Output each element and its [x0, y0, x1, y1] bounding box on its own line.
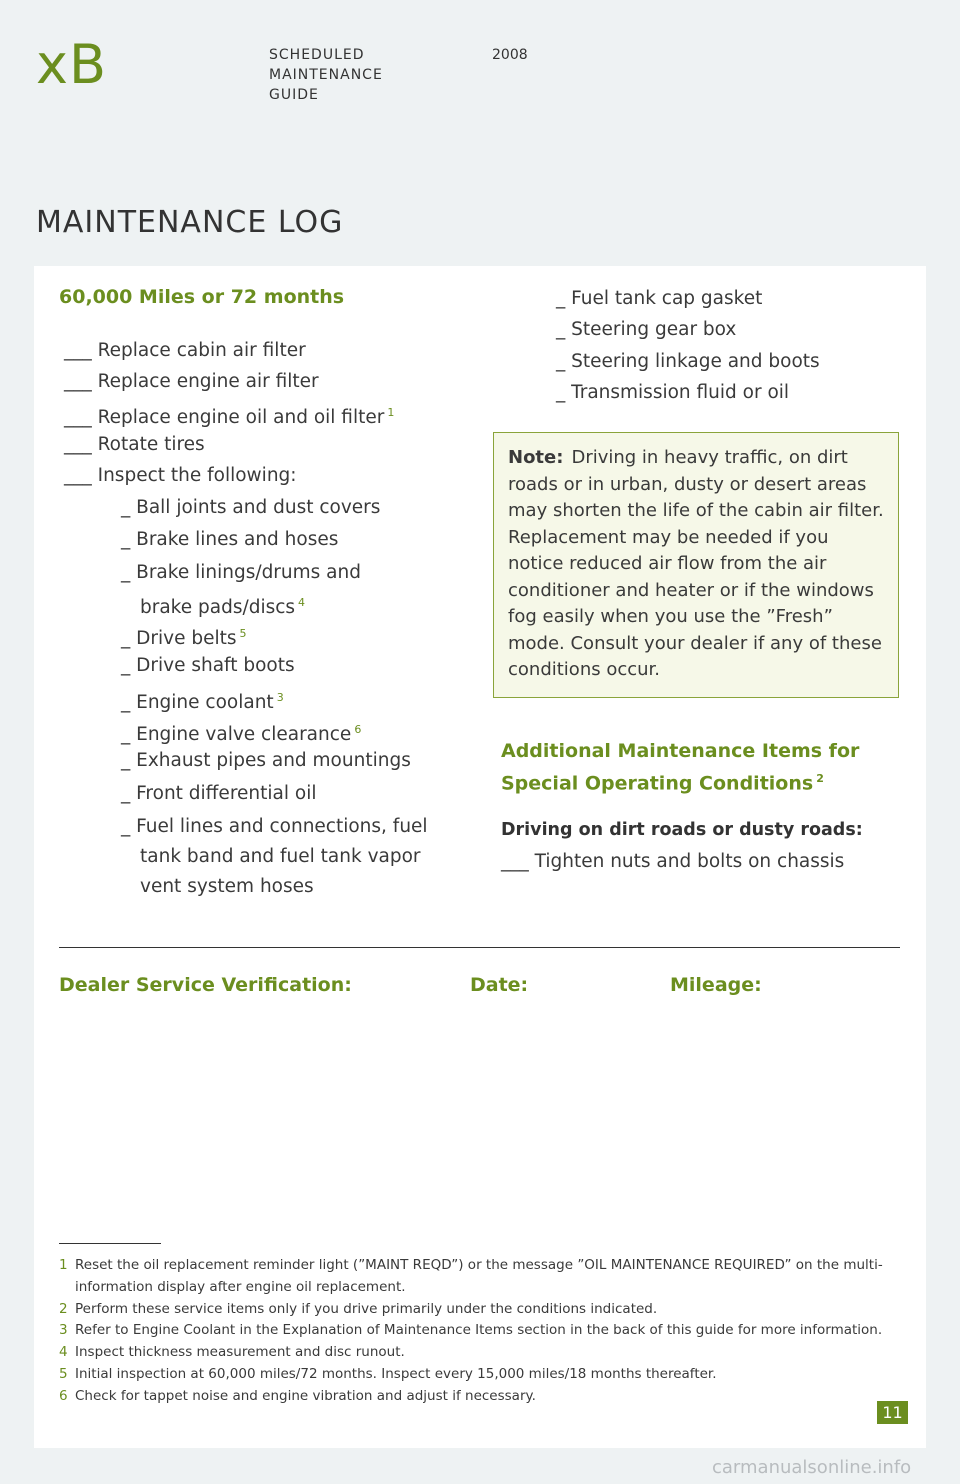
footnote-text: Refer to Engine Coolant in the Explanation of Maintenance Items section in the back of this guide for more information. — [75, 1322, 883, 1339]
page-title: MAINTENANCE LOG — [36, 205, 344, 240]
inspect-item: _ Drive belts $^5$ — [121, 627, 247, 650]
inspect-item: _ Engine valve clearance $^6$ — [121, 723, 362, 746]
inspect-item: _ Transmission fluid or oil — [556, 382, 790, 403]
inspect-item: _ Fuel tank cap gasket — [556, 288, 763, 309]
note-text: Driving in heavy traffic, on dirt roads or in urban, dusty or desert areas may shorten the life of the cabin air filter. Replacement may be needed if you notice reduced air flow from the air conditioner and heater or if the windows fog easily when you use the ”Fresh” mode. Consult your dealer if any of these conditions occur. — [508, 447, 884, 680]
inspect-item: _ Front differential oil — [121, 783, 317, 804]
dealer-verification-label: Dealer Service Verification: — [59, 974, 352, 996]
inspect-item-continued: brake pads/discs $^4$ — [140, 596, 306, 619]
footnote-text: Initial inspection at 60,000 miles/72 months. Inspect every 15,000 miles/18 months thereafter. — [75, 1365, 717, 1382]
footnote-ref: 4 — [298, 596, 306, 609]
inspect-item: _ Steering linkage and boots — [556, 351, 820, 372]
footnotes — [59, 1255, 889, 1408]
footnote-ref: 1 — [387, 406, 395, 419]
inspect-item: _ Brake linings/drums and — [121, 562, 361, 583]
footnote-text: Perform these service items only if you drive primarily under the conditions indicated. — [75, 1300, 658, 1317]
inspect-item-continued: vent system hoses — [140, 876, 314, 897]
checklist-item: ___ Replace cabin air filter — [64, 340, 306, 361]
footnote-ref: 5 — [239, 627, 247, 640]
footnote-divider — [59, 1243, 161, 1244]
inspect-item: _ Drive shaft boots — [121, 655, 295, 676]
section-title: 60,000 Miles or 72 months — [59, 286, 345, 308]
inspect-item: _ Steering gear box — [556, 319, 737, 340]
footnote-number: 6 — [59, 1387, 68, 1404]
footnote-number: 1 — [59, 1257, 68, 1273]
footnote-text: Inspect thickness measurement and disc runout. — [75, 1344, 405, 1361]
checklist-item: ___ Rotate tires — [64, 434, 205, 455]
mileage-label: Mileage: — [670, 974, 762, 996]
footnote-ref: 2 — [816, 772, 824, 785]
additional-title: Additional Maintenance Items for Special Operating Conditions $^2$ — [501, 740, 860, 795]
page-number: 11 — [877, 1401, 908, 1424]
footnote — [59, 1386, 889, 1408]
footnote — [59, 1255, 889, 1299]
footnote — [59, 1342, 889, 1364]
checklist-item: ___ Replace engine air filter — [64, 371, 319, 392]
footnote-number: 5 — [59, 1365, 68, 1382]
inspect-item-continued: tank band and fuel tank vapor — [140, 846, 421, 867]
dirt-roads-title: Driving on dirt roads or dusty roads: — [501, 820, 863, 840]
dirt-roads-item: ___ Tighten nuts and bolts on chassis — [501, 851, 845, 872]
footnote — [59, 1320, 889, 1342]
inspect-item: _ Ball joints and dust covers — [121, 497, 381, 518]
footnote-number: 2 — [59, 1300, 68, 1317]
inspect-item: _ Fuel lines and connections, fuel — [121, 816, 428, 837]
watermark: carmanualsonline.info — [712, 1457, 912, 1478]
footnote-text: Reset the oil replacement reminder light (”MAINT REQD”) or the message ”OIL MAINTENANCE REQUIRED” on the multi-information display after engine oil replacement. — [75, 1257, 883, 1295]
checklist-item: ___ Inspect the following: — [64, 465, 297, 486]
footnote-ref: 3 — [276, 691, 284, 704]
checklist-item: ___ Replace engine oil and oil filter $^1$ — [64, 406, 395, 429]
footnote — [59, 1364, 889, 1386]
inspect-item: _ Engine coolant $^3$ — [121, 691, 284, 714]
inspect-item: _ Brake lines and hoses — [121, 529, 339, 550]
footnote-ref: 6 — [354, 723, 362, 736]
inspect-item: _ Exhaust pipes and mountings — [121, 750, 411, 771]
note-box — [493, 432, 899, 698]
footnote-number: 3 — [59, 1322, 68, 1339]
note-label: Note: — [508, 447, 564, 468]
guide-title: SCHEDULED MAINTENANCE GUIDE — [269, 47, 383, 103]
footnote-number: 4 — [59, 1344, 68, 1361]
year: 2008 — [492, 47, 528, 63]
logo: xB — [36, 33, 108, 96]
date-label: Date: — [470, 974, 529, 996]
divider — [59, 947, 900, 948]
footnote-text: Check for tappet noise and engine vibration and adjust if necessary. — [75, 1387, 536, 1404]
footnote — [59, 1299, 889, 1321]
